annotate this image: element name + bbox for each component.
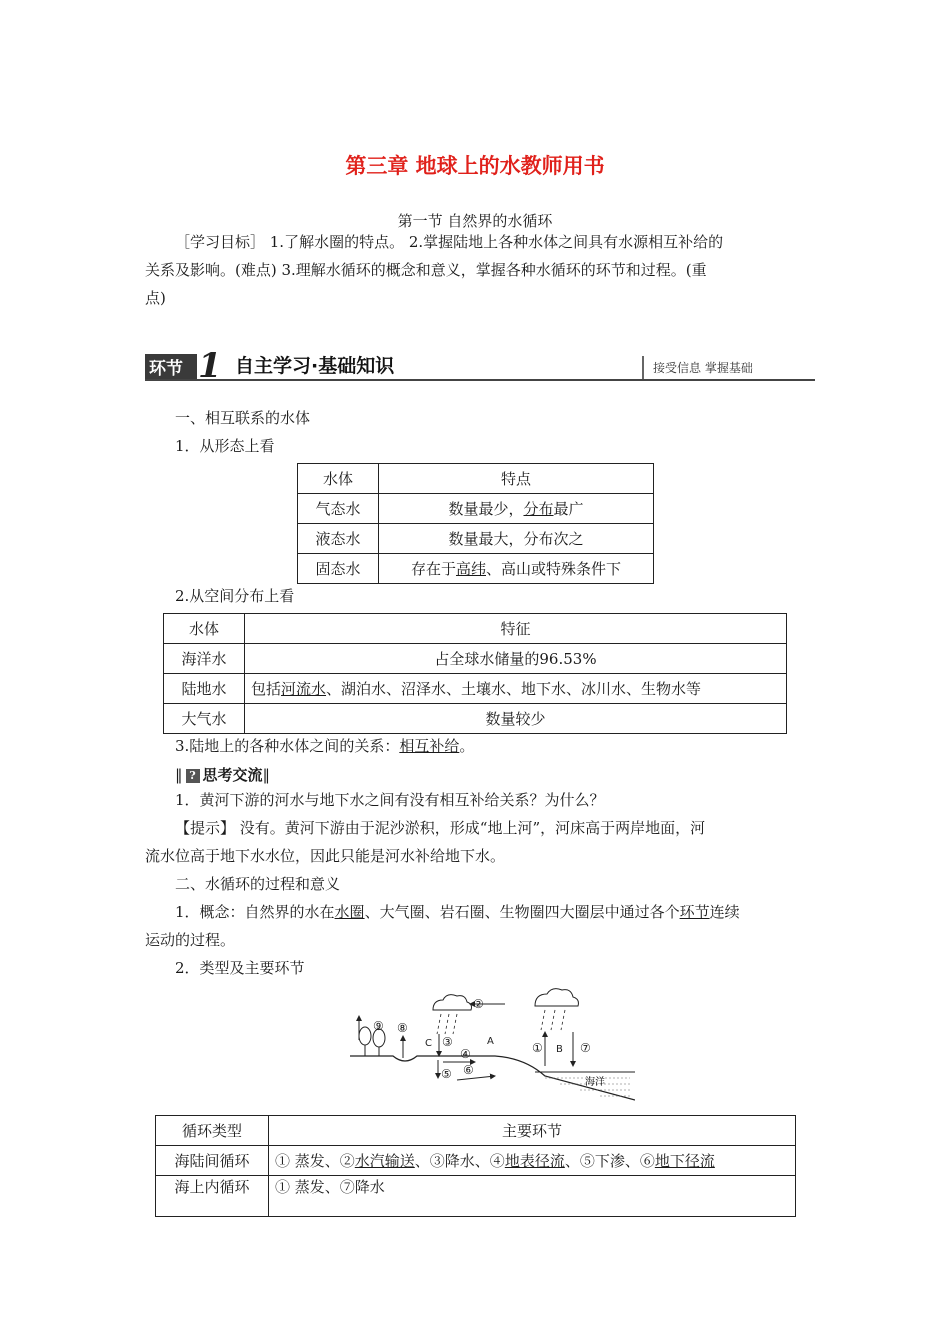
part2-heading: 二、水循环的过程和意义 (175, 875, 341, 893)
objectives-line-1: ［学习目标］ 1.了解水圈的特点。 2.掌握陆地上各种水体之间具有水源相互补给的 (175, 233, 724, 251)
diagram-label: ⑧ (397, 1021, 408, 1035)
table-header: 循环类型 (156, 1116, 269, 1146)
table-row: 大气水 数量较少 (164, 704, 787, 734)
table-water-form (297, 463, 654, 584)
table-cycle-types (155, 1115, 796, 1217)
table-header: 主要环节 (269, 1116, 796, 1146)
table-header: 特点 (379, 464, 654, 494)
banner-number: 1 (198, 346, 222, 382)
section-banner (145, 342, 815, 382)
part1-heading: 一、相互联系的水体 (175, 409, 311, 427)
banner-right-text: 接受信息 掌握基础 (653, 361, 753, 375)
think-question: 1．黄河下游的河水与地下水之间有没有相互补给关系？为什么？ (175, 791, 605, 809)
diagram-label: ⑨ (373, 1019, 384, 1033)
diagram-label: ⑦ (580, 1041, 591, 1055)
diagram-label: C (425, 1038, 432, 1049)
learning-objectives (145, 228, 810, 312)
diagram-label: ④ (460, 1047, 471, 1061)
think-hint: 【提示】 没有。黄河下游由于泥沙淤积，形成“地上河”，河床高于两岸地面，河 流水位高于地下水水位，因此只能是河水补给地下水。 (145, 819, 706, 865)
table-row: 海陆间循环 ① 蒸发、②水汽输送、③降水、④地表径流、⑤下渗、⑥地下径流 (156, 1146, 796, 1176)
diagram-label: ① (532, 1041, 543, 1055)
section-title: 第一节 自然界的水循环 (397, 212, 553, 230)
part1-relation: 3.陆地上的各种水体之间的关系：相互补给。 (175, 737, 475, 755)
table-row: 气态水 数量最少，分布最广 (298, 494, 654, 524)
table-row: 固态水 存在于高纬、高山或特殊条件下 (298, 554, 654, 584)
banner-heading: 自主学习·基础知识 (235, 355, 395, 377)
diagram-label: ⑥ (463, 1063, 474, 1077)
page-title: 第三章 地球上的水教师用书 (345, 153, 605, 178)
diagram-label: ② (473, 997, 484, 1011)
part1-sub1: 1．从形态上看 (175, 437, 275, 455)
part2-types-heading: 2．类型及主要环节 (175, 959, 305, 977)
table-header: 特征 (245, 614, 787, 644)
table-row: 液态水 数量最大，分布次之 (298, 524, 654, 554)
part2-concept: 1．概念：自然界的水在水圈、大气圈、岩石圈、生物圈四大圈层中通过各个环节连续 运动的过程。 (145, 903, 740, 949)
table-water-space (163, 613, 787, 734)
water-cycle-diagram (345, 988, 635, 1112)
table-row: 海洋水 占全球水储量的96.53% (164, 644, 787, 674)
table-row: 海上内循环 ① 蒸发、⑦降水 (156, 1176, 796, 1217)
objectives-line-2: 关系及影响。(难点) 3.理解水循环的概念和意义，掌握各种水循环的环节和过程。(重 (145, 261, 707, 279)
table-header: 水体 (164, 614, 245, 644)
diagram-label: ③ (442, 1035, 453, 1049)
question-icon: ? (186, 769, 200, 783)
table-row: 陆地水 包括河流水、湖泊水、沼泽水、土壤水、地下水、冰川水、生物水等 (164, 674, 787, 704)
diagram-label: B (556, 1044, 563, 1055)
think-label: ‖ ? 思考交流‖ (175, 766, 271, 784)
banner-graphic (145, 342, 815, 382)
part1-sub2: 2.从空间分布上看 (175, 587, 295, 605)
ocean-label: 海洋 (585, 1077, 605, 1088)
banner-tag: 环节 (149, 359, 183, 379)
objectives-line-3: 点) (145, 289, 166, 307)
table-header: 水体 (298, 464, 379, 494)
diagram-label: ⑤ (441, 1067, 452, 1081)
diagram-label: A (487, 1036, 494, 1047)
